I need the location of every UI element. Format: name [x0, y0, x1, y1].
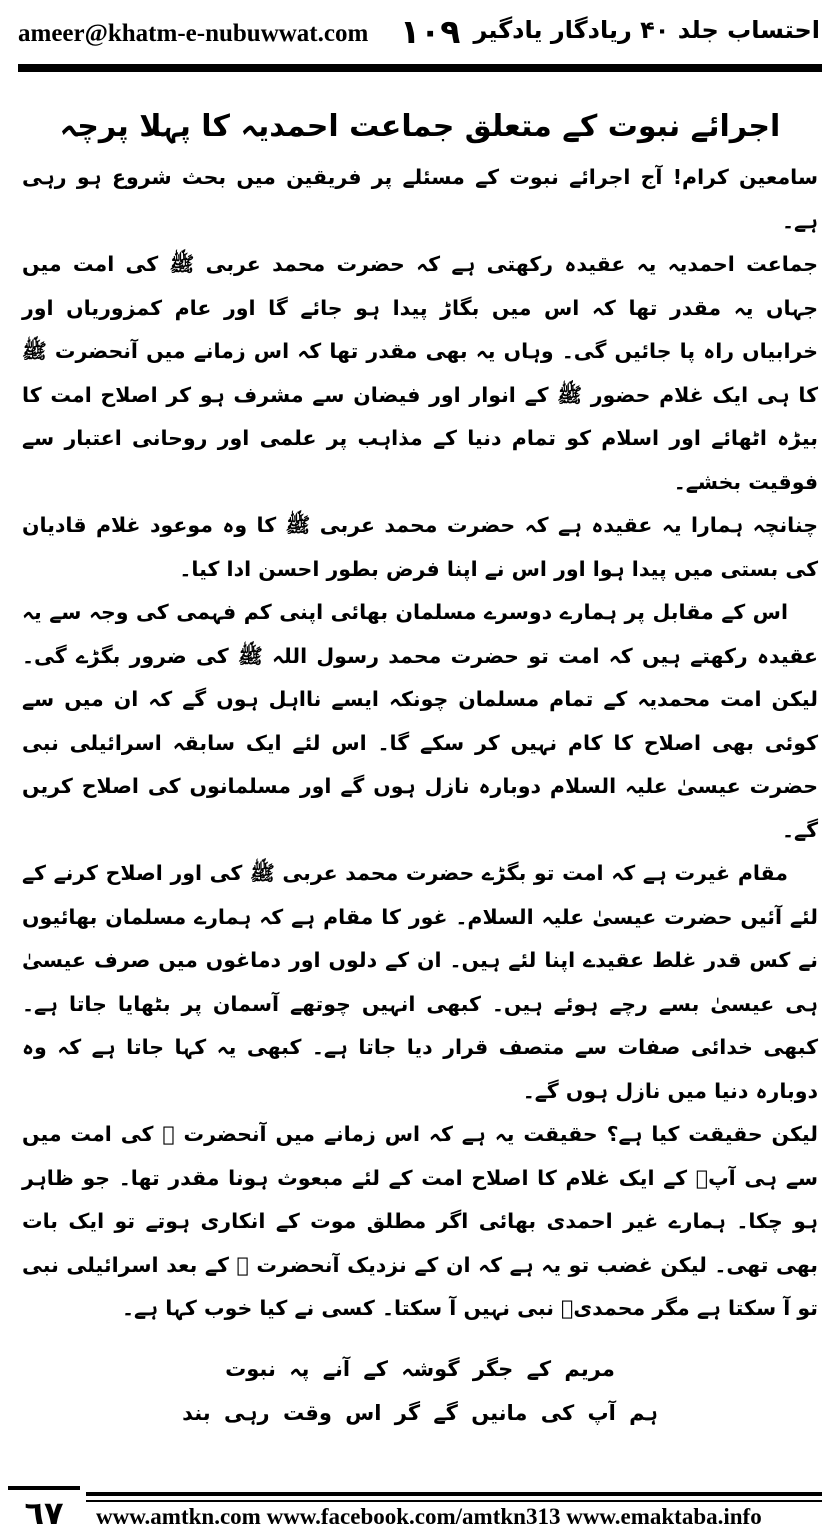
footer-page-number: ٦٧	[8, 1486, 80, 1536]
page-content	[22, 98, 818, 1435]
verse-couplet	[22, 1347, 818, 1435]
verse-line-1: مریم کے جگر گوشہ کے آنے پہ نبوت	[225, 1356, 615, 1381]
header-rule	[18, 64, 822, 72]
page-footer	[0, 1486, 840, 1540]
paragraph-3: چنانچہ ہمارا یہ عقیدہ ہے کہ حضرت محمد عربی ﷺ کا وہ موعود غلام قادیان کی بستی میں پیدا ہوا اور اس نے اپنا فرض بطور احسن ادا کیا۔	[22, 513, 818, 581]
page-title: اجرائے نبوت کے متعلق جماعت احمدیہ کا پہلا پرچہ	[59, 109, 781, 144]
paragraph-2: جماعت احمدیہ یہ عقیدہ رکھتی ہے کہ حضرت محمد عربی ﷺ کی امت میں جہاں یہ مقدر تھا کہ اس میں بگاڑ پیدا ہو جائے گا اور عام کمزوریاں اور خرابیاں راہ پا جائیں گی۔ وہاں یہ بھی مقدر تھا کہ اس زمانے میں آنحضرت ﷺ کا ہی ایک غلام حضور ﷺ کے انوار اور فیضان سے مشرف ہو کر اصلاح امت کا بیڑہ اٹھائے اور اسلام کو تمام دنیا کے مذاہب پر علمی اور روحانی اعتبار سے فوقیت بخشے۔	[22, 252, 818, 494]
paragraph-1: سامعین کرام! آج اجرائے نبوت کے مسئلے پر فریقین میں بحث شروع ہو رہی ہے۔	[22, 165, 818, 233]
footer-links: www.amtkn.com www.facebook.com/amtkn313 www.emaktaba.info	[96, 1504, 762, 1529]
paragraph-4: اس کے مقابل پر ہمارے دوسرے مسلمان بھائی اپنی کم فہمی کی وجہ سے یہ عقیدہ رکھتے ہیں کہ امت تو حضرت محمد رسول اللہ ﷺ کی ضرور بگڑے گی۔ لیکن امت محمدیہ کے تمام مسلمان چونکہ ایسے نااہل ہوں گے کہ ان میں سے کوئی بھی اصلاح کا کام نہیں کر سکے گا۔ اس لئے ایک سابقہ اسرائیلی نبی حضرت عیسیٰ علیہ السلام دوبارہ نازل ہوں گے اور مسلمانوں کی اصلاح کریں گے۔	[22, 600, 818, 842]
verse-line-2: ہم آپ کی مانیں گے گر اس وقت رہی بند	[182, 1400, 658, 1425]
paragraph-6: لیکن حقیقت کیا ہے؟ حقیقت یہ ہے کہ اس زمانے میں آنحضرت ﷺ کی امت میں سے ہی آپؐ کے ایک غلام کا اصلاح امت کے لئے مبعوث ہونا مقدر تھا۔ جو ظاہر ہو چکا۔ ہمارے غیر احمدی بھائی اگر مطلق موت کے انکاری ہوتے تو ایک بات بھی تھی۔ لیکن غضب تو یہ ہے کہ ان کے نزدیک آنحضرت ﷺ کے بعد اسرائیلی نبی تو آ سکتا ہے مگر محمدیؐ نبی نہیں آ سکتا۔ کسی نے کیا خوب کہا ہے۔	[22, 1122, 818, 1320]
footer-rule-thin	[86, 1500, 822, 1502]
page-header	[0, 0, 840, 64]
paragraph-5: مقام غیرت ہے کہ امت تو بگڑے حضرت محمد عربی ﷺ کی اور اصلاح کرنے کے لئے آئیں حضرت عیسیٰ علیہ السلام۔ غور کا مقام ہے کہ ہمارے مسلمان بھائیوں نے کس قدر غلط عقیدے اپنا لئے ہیں۔ ان کے دلوں اور دماغوں میں صرف عیسیٰ ہی عیسیٰ بسے رچے ہوئے ہیں۔ کبھی انہیں چوتھے آسمان پر بٹھایا جاتا ہے۔ کبھی خدائی صفات سے متصف قرار دیا جاتا ہے۔ کبھی یہ کہا جاتا ہے کہ وہ دوبارہ دنیا میں نازل ہوں گے۔	[22, 861, 818, 1103]
header-email: ameer@khatm-e-nubuwwat.com	[18, 20, 369, 47]
footer-rule-thick	[86, 1492, 822, 1496]
header-page-number: ۱۰۹	[400, 12, 461, 51]
header-book-title: احتساب جلد ۴۰ ریادگار یادگیر	[473, 16, 820, 44]
